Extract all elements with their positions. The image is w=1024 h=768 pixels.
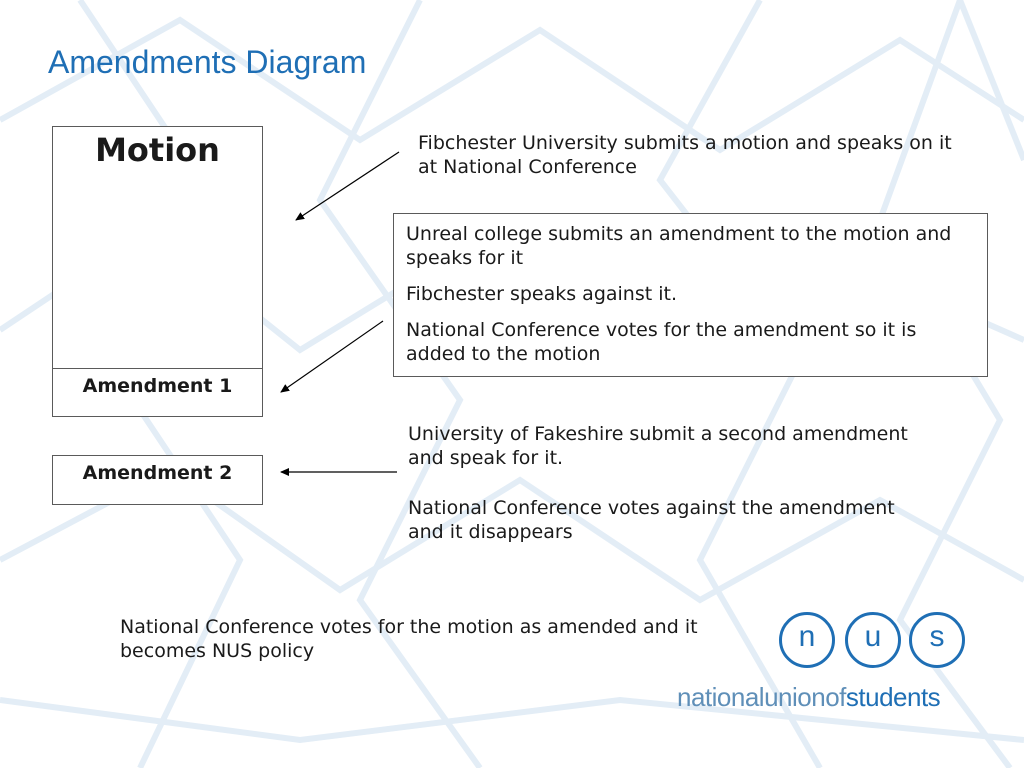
wordmark-national: national bbox=[677, 682, 765, 712]
amendment-2-note: National Conference votes against the amendment and it disappears bbox=[408, 497, 895, 543]
final-note-text: National Conference votes for the motion as amended and it becomes NUS policy bbox=[120, 616, 698, 662]
amendment-1-notes-box bbox=[393, 213, 988, 377]
nus-logo bbox=[675, 608, 975, 718]
amendment-1-label: Amendment 1 bbox=[82, 375, 233, 397]
wordmark-students: students bbox=[845, 682, 941, 712]
wordmark-union: union bbox=[764, 682, 826, 712]
amendment-2-box bbox=[52, 455, 263, 505]
motion-label: Motion bbox=[95, 131, 220, 169]
amendment-2-note: University of Fakeshire submit a second amendment and speak for it. bbox=[408, 423, 908, 469]
amendment-1-note: Unreal college submits an amendment to the motion and speaks for it bbox=[406, 223, 952, 269]
final-note bbox=[120, 615, 760, 663]
wordmark-of: of bbox=[825, 682, 846, 712]
amendment-2-label: Amendment 2 bbox=[82, 462, 233, 484]
amendment-1-box bbox=[52, 368, 263, 417]
logo-wordmark bbox=[677, 682, 940, 713]
amendment-1-note: Fibchester speaks against it. bbox=[406, 283, 678, 305]
logo-letter-s: s bbox=[909, 612, 965, 668]
page-title: Amendments Diagram bbox=[48, 44, 367, 80]
motion-note-text: Fibchester University submits a motion and speaks on it at National Conference bbox=[418, 132, 952, 178]
logo-letter-n: n bbox=[779, 612, 835, 668]
motion-note bbox=[418, 131, 958, 179]
amendment-1-note: National Conference votes for the amendment so it is added to the motion bbox=[406, 319, 917, 365]
amendment-2-notes bbox=[408, 422, 908, 570]
motion-box bbox=[52, 126, 263, 369]
logo-letter-u: u bbox=[845, 612, 901, 668]
